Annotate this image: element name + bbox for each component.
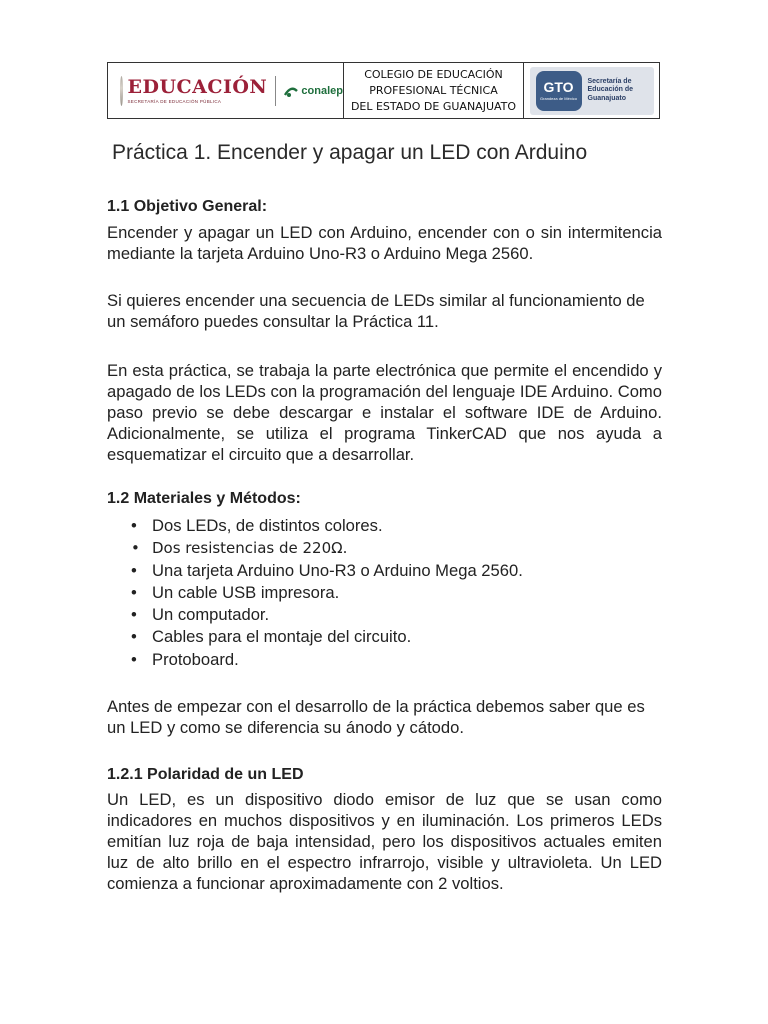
gto-text-line-1: Secretaría de bbox=[587, 77, 632, 85]
list-item: • Dos resistencias de 220Ω. bbox=[107, 537, 523, 559]
mexico-seal-icon bbox=[120, 76, 123, 106]
gto-badge-text: GTO bbox=[543, 79, 574, 95]
list-item: • Una tarjeta Arduino Uno-R3 o Arduino Mega 2560. bbox=[107, 560, 523, 582]
page-title: Práctica 1. Encender y apagar un LED con Arduino bbox=[112, 141, 588, 164]
list-item: • Protoboard. bbox=[107, 649, 523, 671]
list-item: • Cables para el montaje del circuito. bbox=[107, 626, 523, 648]
institution-line-2: PROFESIONAL TÉCNICA bbox=[369, 83, 498, 97]
gto-logo bbox=[530, 67, 654, 115]
objective-paragraph: Encender y apagar un LED con Arduino, encender con o sin intermitencia mediante la tarjeta Arduino Uno-R3 o Arduino Mega 2560. bbox=[107, 223, 662, 263]
sep-logo-subtitle: SECRETARÍA DE EDUCACIÓN PÚBLICA bbox=[127, 99, 222, 104]
sep-logo-word: EDUCACIÓN bbox=[127, 76, 268, 98]
led-intro-paragraph: Antes de empezar con el desarrollo de la práctica debemos saber que es un LED y como se diferencia su ánodo y cátodo. bbox=[107, 697, 645, 737]
sep-logo bbox=[127, 77, 267, 104]
polarity-paragraph: Un LED, es un dispositivo diodo emisor de luz que se usan como indicadores en muchos dispositivos y en iluminación. Los primeros LEDs emitían luz roja de baja intensidad, pero los dispositivos actuales emiten luz de alto brillo en el espectro infrarrojo, visible y ultravioleta. Un LED comienza a funcionar aproximadamente con 2 voltios. bbox=[107, 790, 662, 893]
semaforo-paragraph: Si quieres encender una secuencia de LEDs similar al funcionamiento de un semáforo puedes consultar la Práctica 11. bbox=[107, 291, 645, 331]
section-objective-heading: 1.1 Objetivo General: bbox=[107, 198, 268, 215]
gto-badge-subtext: Grandeza de México bbox=[540, 96, 577, 101]
header-logos-cell bbox=[108, 63, 344, 118]
institution-line-1: COLEGIO DE EDUCACIÓN bbox=[364, 67, 503, 81]
conalep-logo-text: conalep bbox=[301, 84, 343, 97]
conalep-logo bbox=[283, 83, 343, 99]
materials-list bbox=[107, 515, 523, 671]
header-table bbox=[107, 62, 660, 119]
list-item: • Un cable USB impresora. bbox=[107, 582, 523, 604]
practice-description-paragraph: En esta práctica, se trabaja la parte electrónica que permite el encendido y apagado de los LEDs con la programación del lenguaje IDE Arduino. Como paso previo se debe descargar e instalar el software IDE de Arduino. Adicionalmente, se utiliza el programa TinkerCAD que nos ayuda a esquematizar el circuito que a desarrollar. bbox=[107, 361, 662, 464]
institution-line-3: DEL ESTADO DE GUANAJUATO bbox=[350, 99, 517, 113]
gto-text-line-2: Educación de bbox=[587, 86, 634, 94]
list-item: • Un computador. bbox=[107, 604, 523, 626]
section-polarity-heading: 1.2.1 Polaridad de un LED bbox=[107, 766, 304, 783]
list-item: • Dos LEDs, de distintos colores. bbox=[107, 515, 523, 537]
gto-badge-icon bbox=[536, 71, 582, 111]
header-gto-cell bbox=[524, 63, 659, 118]
header-institution-cell bbox=[344, 63, 524, 118]
conalep-mark-icon bbox=[283, 83, 299, 99]
gto-logo-text bbox=[588, 78, 634, 104]
section-materials-heading: 1.2 Materiales y Métodos: bbox=[107, 490, 301, 507]
gto-text-line-3: Guanajuato bbox=[587, 94, 627, 102]
